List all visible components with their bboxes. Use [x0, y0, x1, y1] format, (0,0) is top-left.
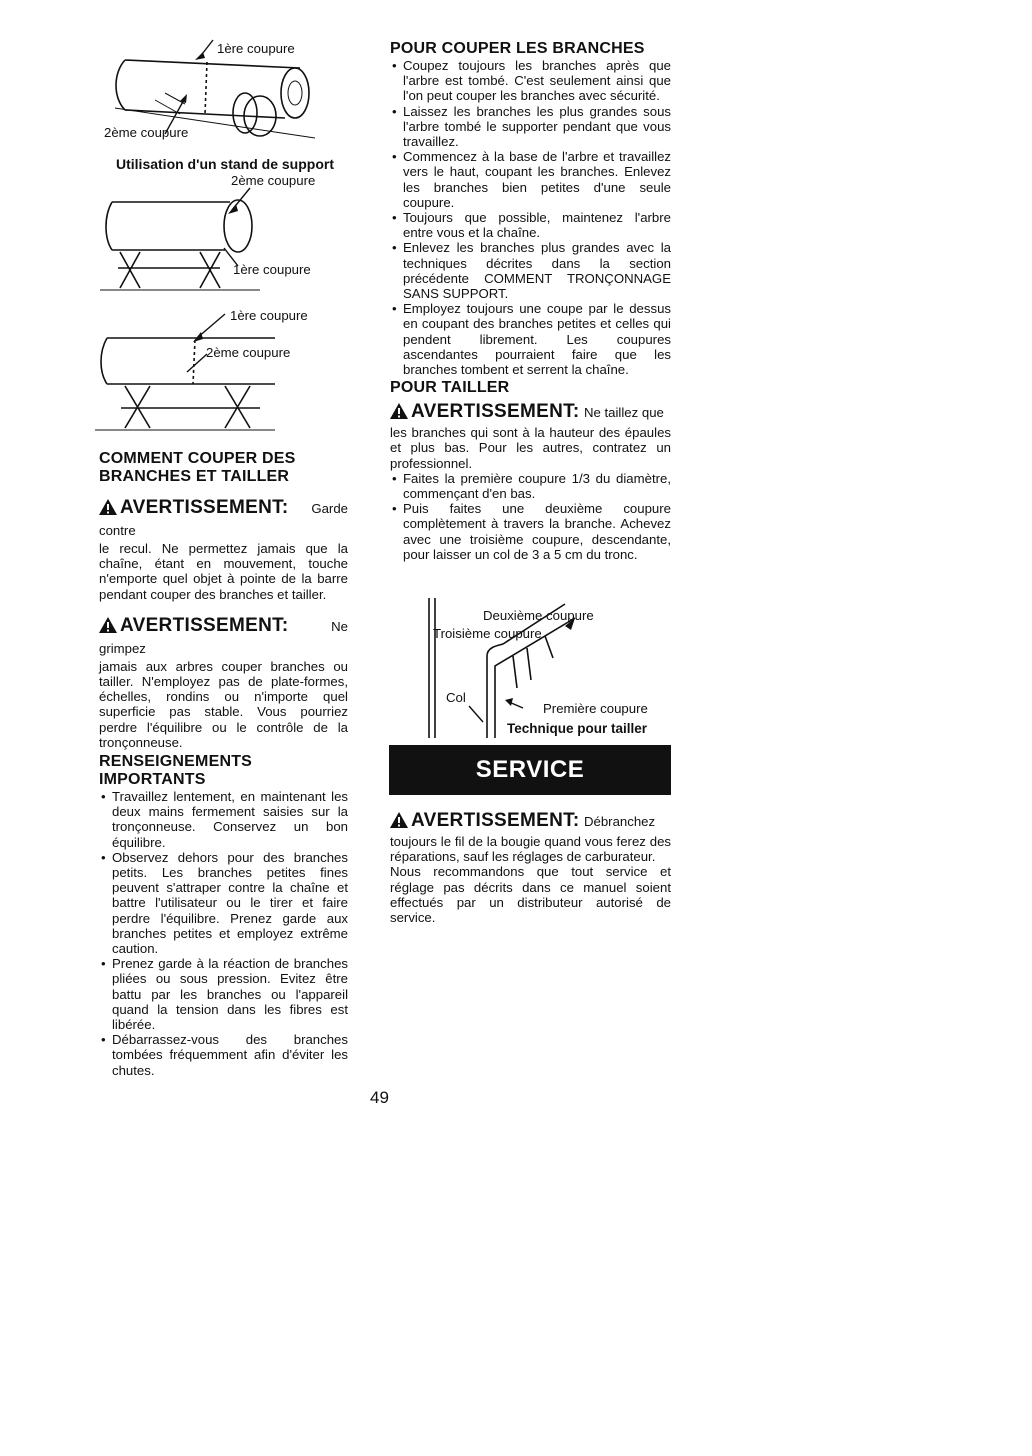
warning-title: AVERTISSEMENT: — [411, 810, 580, 831]
pruning-label-col: Col — [446, 690, 466, 705]
list-item: • Débarrassez-vous des branches tombées fréquemment afin d'éviter les chutes. — [99, 1032, 348, 1078]
pruning-label-second-cut: Deuxième coupure — [483, 608, 594, 623]
warning-title: AVERTISSEMENT: — [411, 401, 580, 423]
heading-cutting-branches-line1: COMMENT COUPER DES — [99, 450, 296, 467]
heading-cutting-branches-line2: BRANCHES ET TAILLER — [99, 468, 290, 485]
warning-title: AVERTISSEMENT: — [120, 497, 289, 518]
warning-title: AVERTISSEMENT: — [120, 614, 289, 636]
fig3-label-first-cut: 1ère coupure — [230, 308, 308, 323]
warning-block-2 — [99, 616, 348, 750]
warning-triangle-icon — [390, 812, 408, 834]
fig2-label-first-cut: 1ère coupure — [233, 262, 311, 277]
warning-text: les branches qui sont à la hauteur des épaules et plus bas. Pour les autres, contratez un professionnel. — [390, 425, 671, 471]
warning-triangle-icon — [99, 617, 117, 639]
warning-triangle-icon — [390, 403, 408, 425]
fig2-label-second-cut: 2ème coupure — [231, 173, 316, 188]
warning-text-lead: Garde contre — [99, 501, 348, 538]
warning-text-lead: Ne grimpez — [99, 618, 348, 656]
service-paragraph: Nous recommandons que tout service et réglage pas décrits dans ce manuel soient effectués par un distributeur autorisé de service. — [390, 864, 671, 926]
sawhorse-illustration-2 — [95, 310, 285, 435]
warning-text-lead: Débranchez — [583, 814, 656, 829]
pruning-caption: Technique pour tailler — [507, 721, 648, 736]
heading-branch-cutting: POUR COUPER LES BRANCHES — [390, 40, 645, 57]
warning-triangle-icon — [99, 499, 117, 521]
warning-block-4 — [390, 811, 671, 864]
heading-important-info: RENSEIGNEMENTS IMPORTANTS — [99, 753, 253, 789]
heading-pruning: POUR TAILLER — [390, 379, 510, 397]
list-item: • Puis faites une deuxième coupure complètement à travers la branche. Achevez avec une troisième coupure, descendante, pour laisser un col de 3 a 5 cm du tronc. — [390, 501, 671, 562]
warning-text: le recul. Ne permettez jamais que la chaîne, étant en mouvement, touche n'emporte quel objet à pointe de la barre pendant couper des branches et tailler. — [99, 541, 348, 602]
service-banner: SERVICE — [389, 745, 671, 795]
pruning-label-first-cut: Première coupure — [543, 701, 648, 716]
sawhorse-illustration-1 — [100, 188, 270, 298]
right-column — [390, 40, 671, 562]
warning-text: toujours le fil de la bougie quand vous ferez des réparations, sauf les réglages de carburateur. — [390, 834, 671, 865]
list-item: • Faites la première coupure 1/3 du diamètre, commençant d'en bas. — [390, 471, 671, 501]
pruning-list — [390, 471, 671, 562]
warning-text: jamais aux arbres couper branches ou tailler. N'employez pas de plate-formes, échelles, rondins ou n'importe quel superficie pas stable. Vous pourriez perdre l'équilibre ou le contrôle de la tronçonneuse. — [99, 658, 348, 750]
left-column — [99, 450, 348, 1078]
fig1-label-second-cut: 2ème coupure — [104, 125, 189, 140]
warning-block-1 — [99, 498, 348, 602]
service-section — [390, 811, 671, 925]
list-item: • Coupez toujours les branches après que l'arbre est tombé. C'est seulement ainsi que l'on peut couper les branches avec sécurité. — [390, 58, 671, 104]
stand-heading: Utilisation d'un stand de support — [116, 156, 334, 172]
warning-text-lead: Ne taillez que — [583, 405, 664, 421]
list-item: • Enlevez les branches plus grandes avec la techniques décrites dans la section précédente COMMENT TRONÇONNAGE SANS SUPPORT. — [390, 240, 671, 301]
pruning-label-third-cut: Troisième coupure — [433, 626, 542, 641]
page-number: 49 — [370, 1088, 389, 1107]
list-item: • Commencez à la base de l'arbre et travaillez vers le haut, coupant les branches. Enlevez les branches bien petites d'une seule coupure. — [390, 149, 671, 210]
list-item: • Observez dehors pour des branches petits. Les branches petites fines peuvent s'attraper contre la chaîne et battre l'utilisateur ou le tirer et faire perdre l'équilibre. Prenez garde aux branches petites et employez extrême caution. — [99, 850, 348, 956]
branch-list — [390, 58, 671, 377]
list-item: • Travaillez lentement, en maintenant les deux mains fermement saisies sur la tronçonneuse. Conservez un bon équilibre. — [99, 789, 348, 850]
warning-block-3 — [390, 402, 671, 471]
list-item: • Laissez les branches les plus grandes sous l'arbre tombé le supporter pendant que vous travaillez. — [390, 104, 671, 150]
list-item: • Employez toujours une coupe par le dessus en coupant des branches petites et celles qui pendent librement. Les coupures ascendantes pourraient faire que les branches tombent et serrent la chaîne. — [390, 301, 671, 377]
fig1-label-first-cut: 1ère coupure — [217, 41, 295, 56]
fig3-label-second-cut: 2ème coupure — [206, 345, 291, 360]
list-item: • Prenez garde à la réaction de branches pliées ou sous pression. Evitez être battu par les branches ou l'appareil quand la tension dans les fibres est libérée. — [99, 956, 348, 1032]
list-item: • Toujours que possible, maintenez l'arbre entre vous et la chaîne. — [390, 210, 671, 240]
important-list — [99, 789, 348, 1078]
